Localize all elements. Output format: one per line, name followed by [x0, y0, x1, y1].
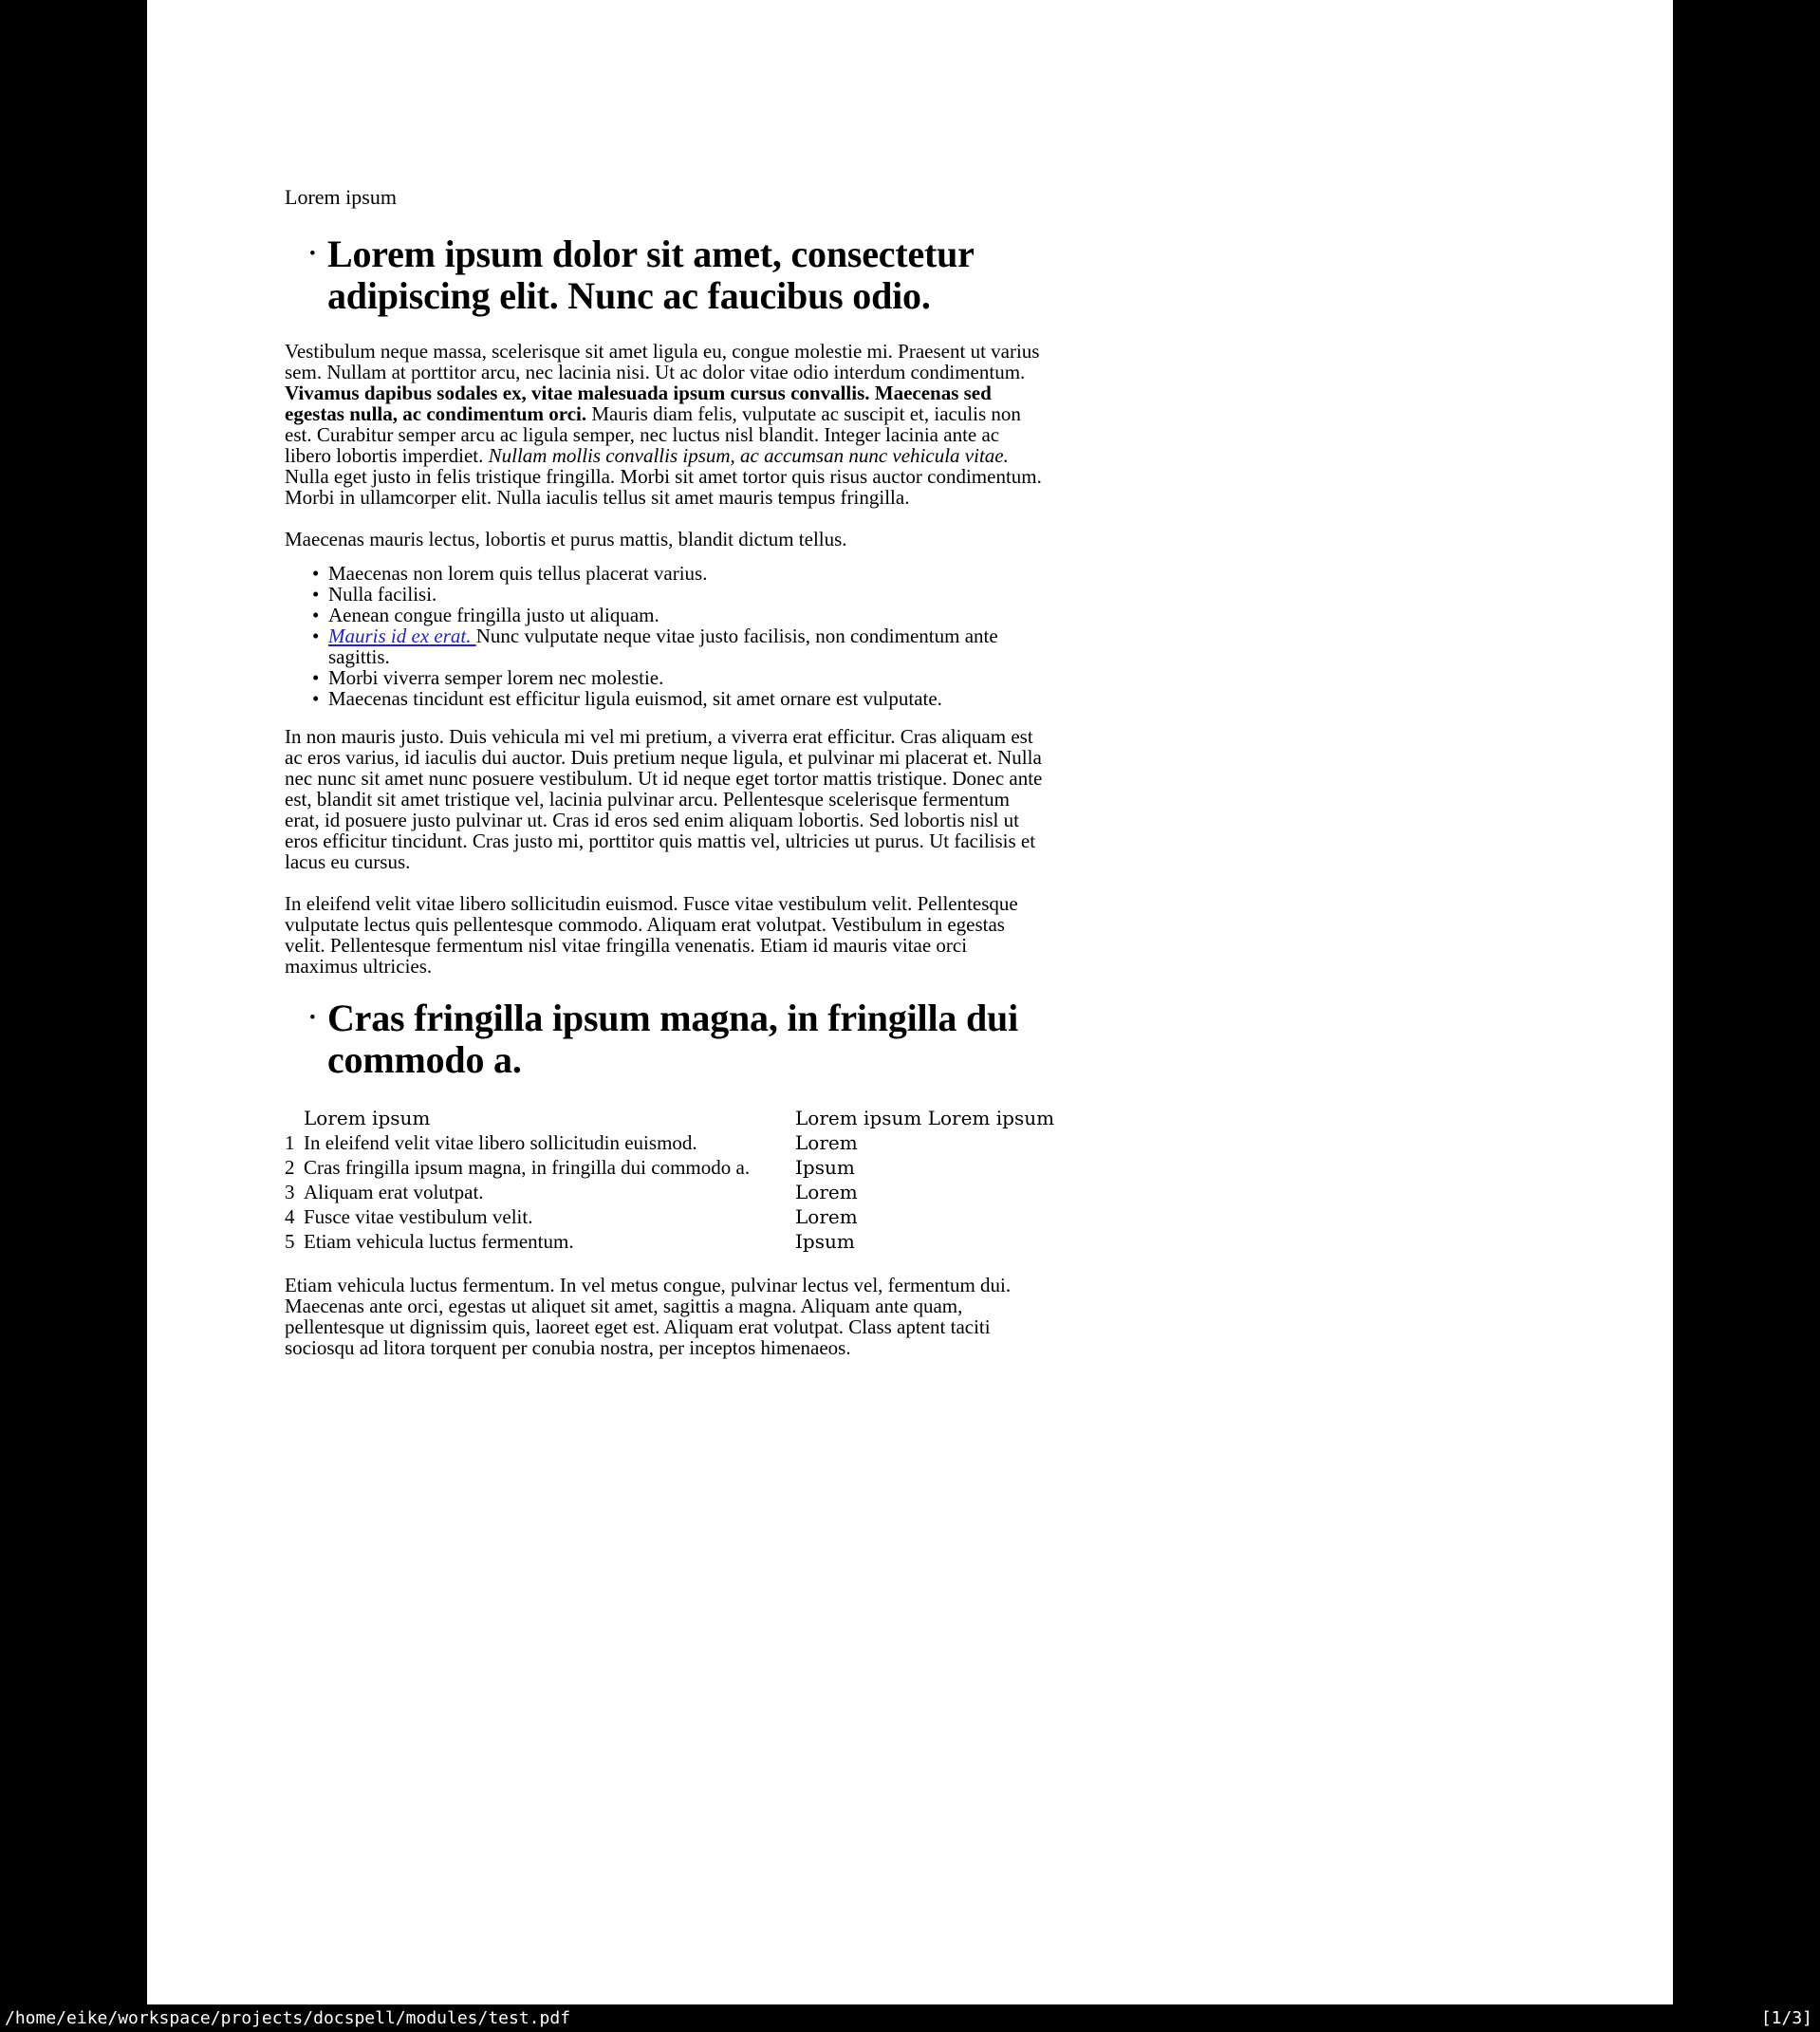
section-1-heading — [285, 233, 1044, 317]
row-text: Fusce vitae vestibulum velit. — [304, 1205, 533, 1228]
status-file-path: /home/eike/workspace/projects/docspell/modules/test.pdf — [5, 2008, 571, 2028]
bullet-list — [285, 563, 1044, 709]
mauris-id-ex-erat-link[interactable]: Mauris id ex erat. — [328, 625, 476, 647]
list-item: • Maecenas tincidunt est efficitur ligula euismod, sit amet ornare est vulputate. — [328, 688, 1044, 709]
paragraph-1-run-1: Vestibulum neque massa, scelerisque sit amet ligula eu, congue molestie mi. Praesent ut varius sem. Nullam at porttitor arcu, nec lacinia nisi. Ut ac dolor vitae odio interdum condimentum. — [285, 340, 1040, 383]
section-2-heading-text: Cras fringilla ipsum magna, in fringilla dui commodo a. — [327, 997, 1018, 1081]
paragraph-1-run-3: Nulla eget justo in felis tristique fringilla. Morbi sit amet tortor quis risus auctor condimentum. Morbi in ullamcorper elit. Nulla iaculis tellus sit amet mauris tempus fringilla. — [285, 465, 1042, 509]
row-value: Ipsum — [795, 1156, 855, 1179]
row-value: Ipsum — [795, 1230, 855, 1253]
section-1-heading-text: Lorem ipsum dolor sit amet, consectetur adipiscing elit. Nunc ac faucibus odio. — [327, 233, 975, 317]
row-text: Aliquam erat volutpat. — [304, 1181, 484, 1203]
paragraph-2: Maecenas mauris lectus, lobortis et purus mattis, blandit dictum tellus. — [285, 528, 847, 550]
paragraph-3: In non mauris justo. Duis vehicula mi vel mi pretium, a viverra erat efficitur. Cras aliquam est ac eros varius, id iaculis dui auctor. Duis pretium neque ligula, et pulvinar mi placerat et. Nulla nec nunc sit amet nunc posuere vestibulum. Ut id neque eget tortor mattis tristique. Donec ante est, blandit sit amet tristique vel, lacinia pulvinar arcu. Pellentesque scelerisque fermentum erat, id posuere justo pulvinar ut. Cras id eros sed enim aliquam lobortis. Sed lobortis nisl ut eros efficitur tincidunt. Cras justo mi, porttitor quis mattis vel, ultricies ut purus. Ut facilisis et lacus eu cursus. — [285, 725, 1043, 873]
row-value: Lorem — [795, 1181, 858, 1203]
heading-bullet-icon: • — [309, 1008, 316, 1028]
row-number: 5 — [285, 1230, 295, 1253]
row-number: 3 — [285, 1181, 295, 1203]
table-header-col2: Lorem ipsum Lorem ipsum — [795, 1107, 1055, 1129]
status-page-indicator: [1/3] — [1760, 2008, 1812, 2028]
row-number: 2 — [285, 1156, 295, 1179]
row-number: 4 — [285, 1205, 295, 1228]
row-value: Lorem — [795, 1131, 858, 1154]
row-text: Cras fringilla ipsum magna, in fringilla dui commodo a. — [304, 1156, 751, 1179]
paragraph-1-run-2: Mauris diam felis, vulputate ac suscipit et, iaculis non est. Curabitur semper arcu ac ligula semper, nec luctus nisl blandit. Integer lacinia ante ac libero lobortis imperdiet. — [285, 402, 1021, 467]
table-header-col1: Lorem ipsum — [304, 1107, 431, 1129]
table-row — [285, 1229, 1044, 1254]
data-table — [285, 1106, 1055, 1254]
paragraph-4: In eleifend velit vitae libero sollicitudin euismod. Fusce vitae vestibulum velit. Pellentesque vulputate lectus quis pellentesque commodo. Aliquam erat volutpat. Vestibulum in egestas velit. Pellentesque fermentum nisl vitae fringilla venenatis. Etiam id mauris vitae orci maximus ultricies. — [285, 892, 1018, 978]
row-number: 1 — [285, 1131, 295, 1154]
row-text: In eleifend velit vitae libero sollicitudin euismod. — [304, 1131, 697, 1154]
paragraph-1-bold-run: Vivamus dapibus sodales ex, vitae malesuada ipsum cursus convallis. Maecenas sed egestas nulla, ac condimentum orci. — [285, 382, 992, 425]
table-row — [285, 1130, 1044, 1155]
document-header-label: Lorem ipsum — [285, 185, 397, 209]
list-item: • Aenean congue fringilla justo ut aliquam. — [328, 605, 1044, 625]
paragraph-5: Etiam vehicula luctus fermentum. In vel metus congue, pulvinar lectus vel, fermentum dui. Maecenas ante orci, egestas ut aliquet sit amet, sagittis a magna. Aliquam ante quam, pellentesque ut dignissim quis, laoreet eget est. Aliquam erat volutpat. Class aptent taciti sociosqu ad litora torquent per conubia nostra, per inceptos himenaeos. — [285, 1274, 1012, 1359]
document-page — [147, 0, 1673, 2004]
row-text: Etiam vehicula luctus fermentum. — [304, 1230, 574, 1253]
row-value: Lorem — [795, 1205, 858, 1228]
table-row — [285, 1204, 1044, 1229]
table-row — [285, 1155, 1044, 1180]
table-row — [285, 1180, 1044, 1204]
paragraph-1-italic-run: Nullam mollis convallis ipsum, ac accumsan nunc vehicula vitae. — [488, 444, 1009, 467]
table-header-row — [285, 1106, 1055, 1130]
page-content — [285, 185, 1055, 1359]
list-item-text: Nunc vulputate neque vitae justo facilisis, non condimentum ante sagittis. — [328, 625, 998, 668]
list-item: • Nulla facilisi. — [328, 584, 1044, 605]
paragraph-1 — [285, 341, 1044, 508]
table-header-num-cell — [285, 1106, 299, 1130]
status-bar — [0, 2004, 1820, 2032]
list-item: • Morbi viverra semper lorem nec molestie. — [328, 667, 1044, 688]
list-item — [328, 625, 1044, 667]
list-item: • Maecenas non lorem quis tellus placerat varius. — [328, 563, 1044, 584]
section-2-heading — [285, 997, 1044, 1081]
heading-bullet-icon: • — [309, 244, 316, 264]
